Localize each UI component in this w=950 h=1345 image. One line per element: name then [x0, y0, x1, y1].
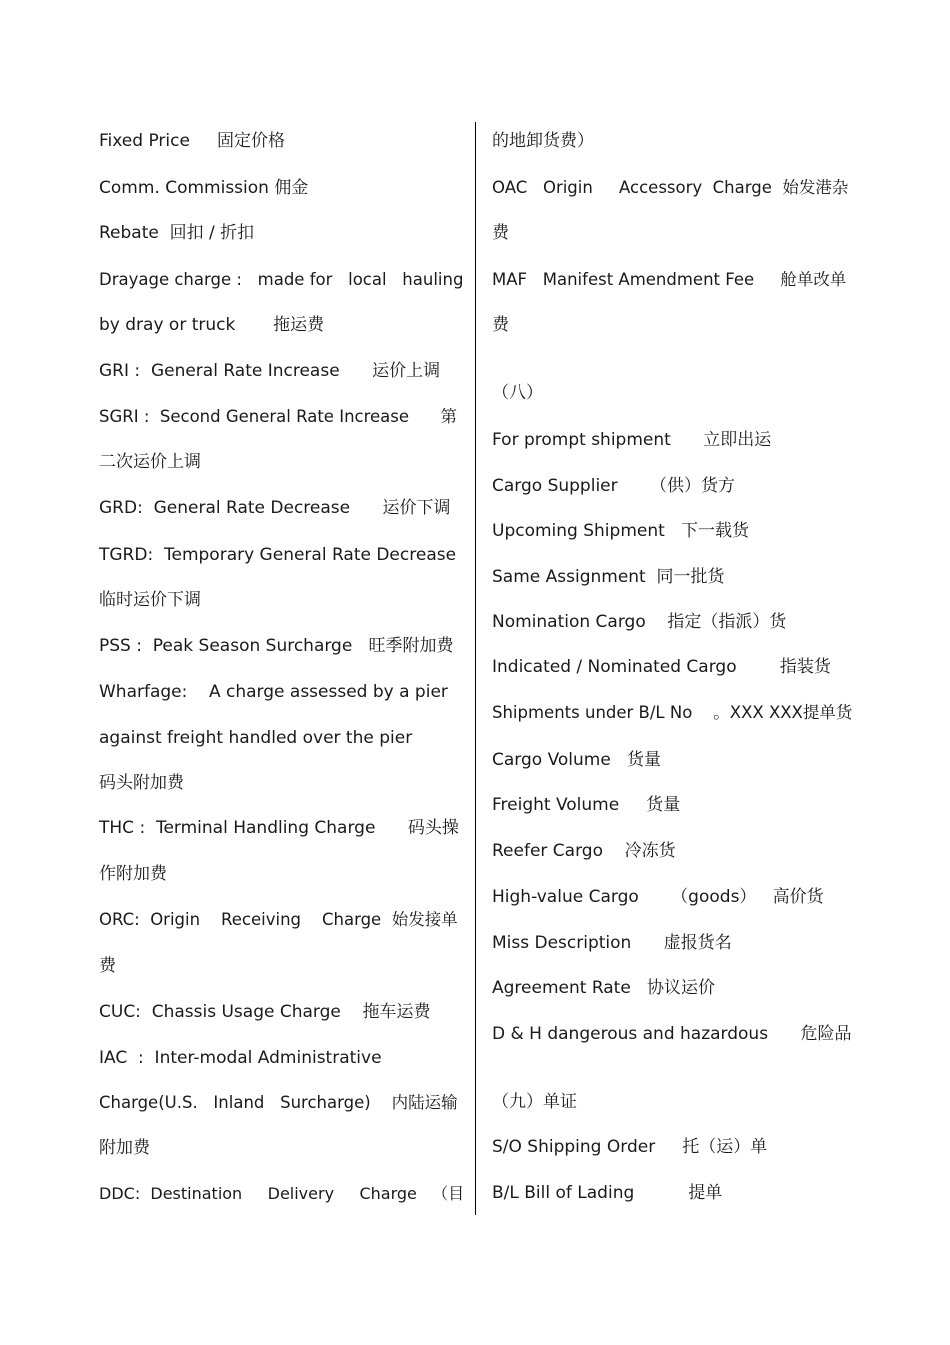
text-line: Comm. Commission 佣金: [99, 178, 309, 198]
text-line: 附加费: [99, 1138, 150, 1158]
text-line: PSS : Peak Season Surcharge 旺季附加费: [99, 636, 454, 656]
text-line: 码头附加费: [99, 773, 184, 793]
text-line: CUC: Chassis Usage Charge 拖车运费: [99, 1002, 431, 1022]
text-line: Same Assignment 同一批货: [492, 567, 725, 587]
text-line: For prompt shipment 立即出运: [492, 430, 772, 450]
text-line: Charge(U.S. Inland Surcharge) 内陆运输: [99, 1093, 458, 1112]
text-line: ORC: Origin Receiving Charge 始发接单: [99, 910, 458, 929]
text-line: Indicated / Nominated Cargo 指装货: [492, 657, 831, 677]
text-line: 费: [492, 315, 509, 335]
text-line: GRD: General Rate Decrease 运价下调: [99, 498, 451, 518]
text-line: Reefer Cargo 冷冻货: [492, 841, 676, 861]
text-line: Nomination Cargo 指定（指派）货: [492, 612, 787, 632]
text-line: SGRI : Second General Rate Increase 第: [99, 407, 457, 426]
text-line: Fixed Price 固定价格: [99, 131, 285, 151]
text-line: Shipments under B/L No 。XXX XXX提单货: [492, 703, 853, 722]
text-line: Wharfage: A charge assessed by a pier: [99, 682, 448, 702]
text-line: Rebate 回扣 / 折扣: [99, 223, 255, 243]
text-line: 费: [492, 223, 509, 243]
text-line: 二次运价上调: [99, 452, 201, 472]
text-line: OAC Origin Accessory Charge 始发港杂: [492, 178, 849, 197]
text-line: IAC : Inter-modal Administrative: [99, 1048, 382, 1068]
text-line: Freight Volume 货量: [492, 795, 681, 815]
section-heading: （八）: [492, 383, 543, 403]
text-line: 费: [99, 956, 116, 976]
text-line: 作附加费: [99, 864, 167, 884]
text-line: Cargo Volume 货量: [492, 750, 662, 770]
text-line: MAF Manifest Amendment Fee 舱单改单: [492, 270, 847, 289]
text-line: Agreement Rate 协议运价: [492, 978, 716, 998]
text-line: by dray or truck 拖运费: [99, 315, 325, 335]
text-line: TGRD: Temporary General Rate Decrease: [99, 545, 457, 565]
text-line: DDC: Destination Delivery Charge （目: [99, 1184, 465, 1203]
text-line: 的地卸货费）: [492, 131, 594, 151]
text-line: Miss Description 虚报货名: [492, 933, 732, 953]
text-line: against freight handled over the pier: [99, 728, 413, 748]
text-line: 临时运价下调: [99, 590, 201, 610]
text-line: D & H dangerous and hazardous 危险品: [492, 1024, 852, 1044]
text-line: S/O Shipping Order 托（运）单: [492, 1137, 768, 1157]
text-line: Cargo Supplier （供）货方: [492, 476, 736, 496]
text-line: GRI : General Rate Increase 运价上调: [99, 361, 441, 381]
column-divider: [475, 122, 476, 1215]
text-line: THC : Terminal Handling Charge 码头操: [99, 818, 459, 838]
section-heading: （九）单证: [492, 1092, 577, 1112]
text-line: High-value Cargo （goods） 高价货: [492, 887, 824, 907]
text-line: Upcoming Shipment 下一载货: [492, 521, 749, 541]
text-line: Drayage charge : made for local hauling: [99, 270, 464, 289]
text-line: B/L Bill of Lading 提单: [492, 1183, 723, 1203]
